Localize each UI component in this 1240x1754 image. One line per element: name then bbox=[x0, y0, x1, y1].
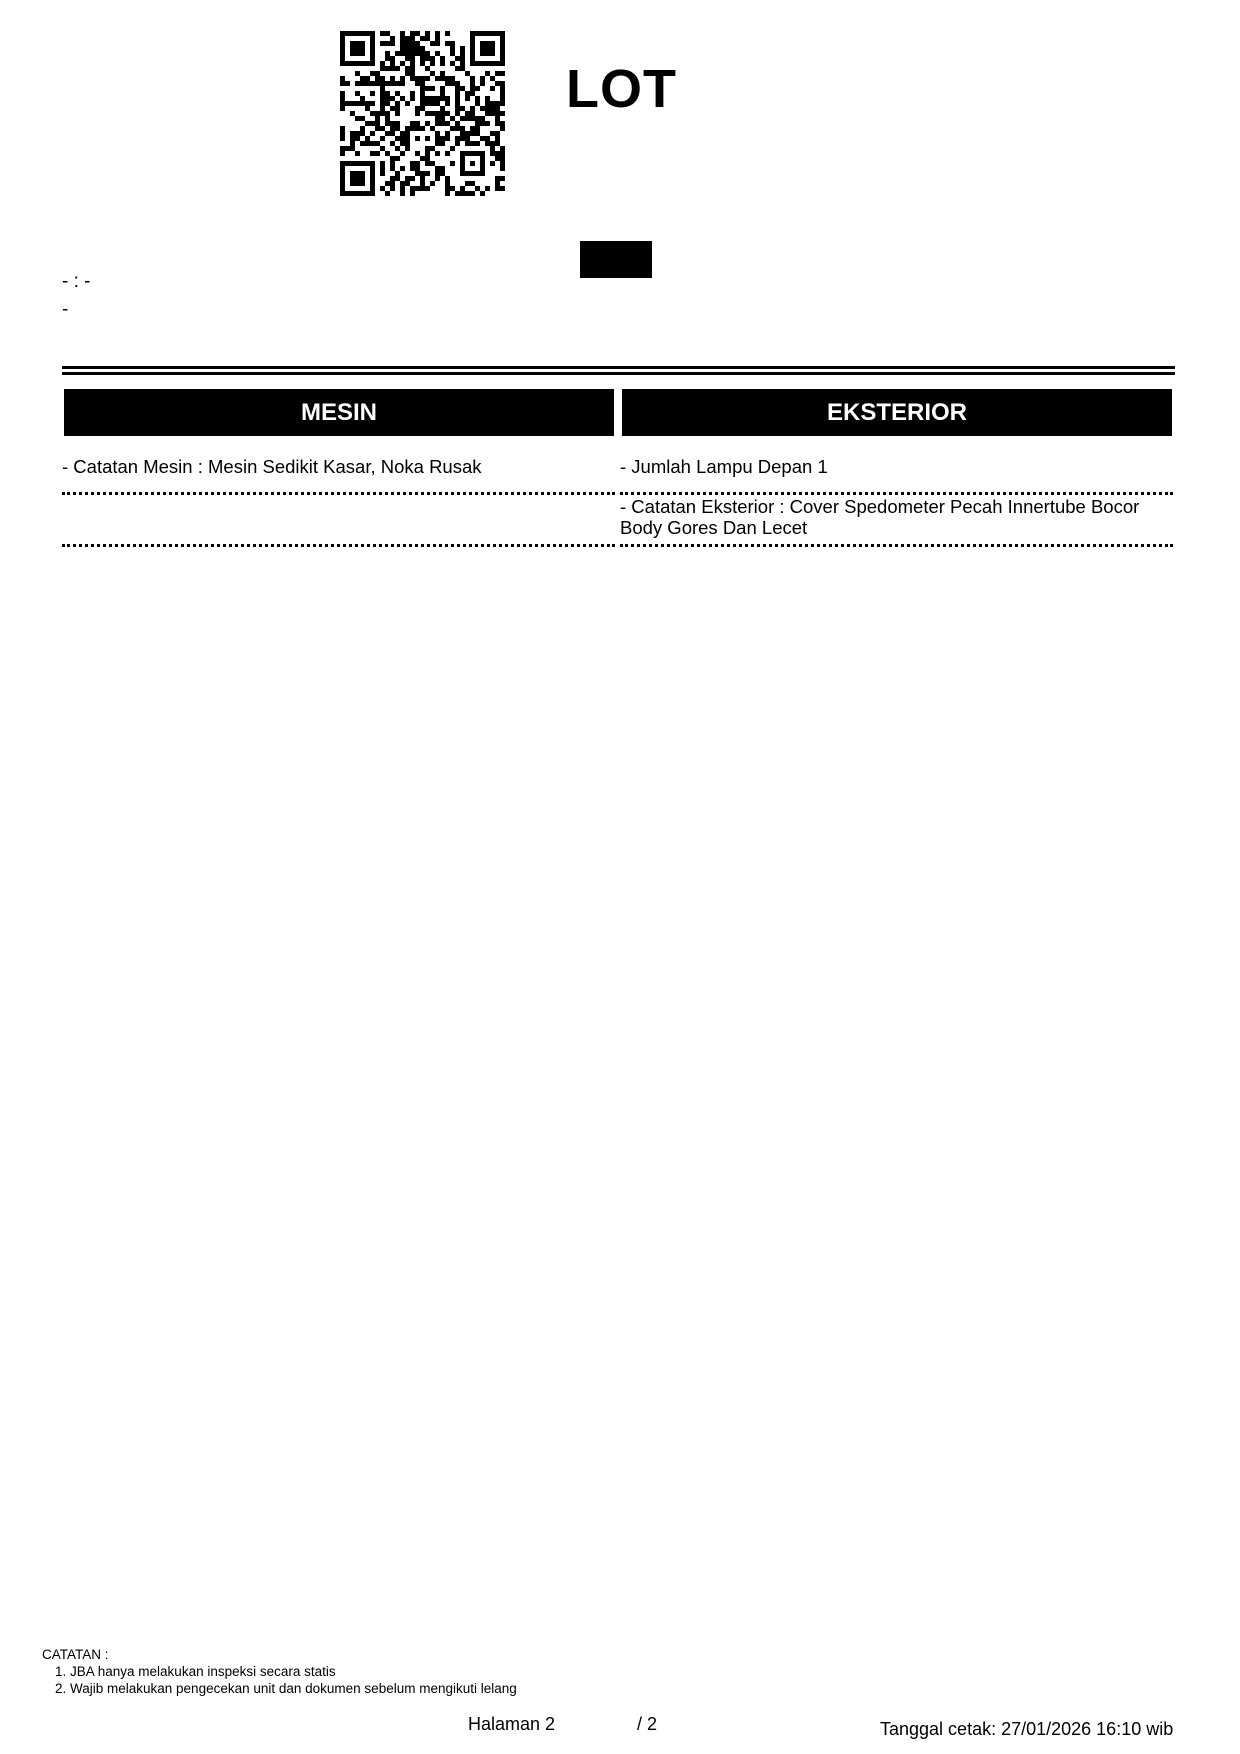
lot-title: LOT bbox=[566, 59, 677, 119]
eksterior-item-catatan: - Catatan Eksterior : Cover Spedometer Pecah Innertube Bocor Body Gores Dan Lecet bbox=[620, 496, 1140, 538]
eksterior-divider-1 bbox=[620, 492, 1173, 495]
eksterior-header: EKSTERIOR bbox=[622, 389, 1172, 436]
header-rule-top bbox=[62, 366, 1175, 369]
mesin-divider-1 bbox=[62, 492, 615, 495]
header-rule-bottom bbox=[62, 372, 1175, 375]
eksterior-item-lampu: - Jumlah Lampu Depan 1 bbox=[620, 456, 828, 477]
mesin-divider-2 bbox=[62, 544, 615, 547]
qr-code bbox=[340, 31, 505, 196]
meta-line-1: - : - bbox=[62, 271, 91, 292]
page-total: / 2 bbox=[637, 1714, 658, 1734]
notes-heading: CATATAN : bbox=[42, 1647, 109, 1662]
lot-number-redaction bbox=[580, 241, 652, 278]
meta-line-2: - bbox=[62, 299, 69, 320]
mesin-header: MESIN bbox=[64, 389, 614, 436]
eksterior-divider-2 bbox=[620, 544, 1173, 547]
notes-block bbox=[42, 1646, 517, 1697]
page-label: Halaman 2 bbox=[468, 1714, 556, 1734]
mesin-item-catatan: - Catatan Mesin : Mesin Sedikit Kasar, Noka Rusak bbox=[62, 456, 482, 477]
print-date: Tanggal cetak: 27/01/2026 16:10 wib bbox=[880, 1719, 1174, 1739]
note-item: 1. JBA hanya melakukan inspeksi secara statis bbox=[70, 1663, 517, 1680]
note-item: 2. Wajib melakukan pengecekan unit dan dokumen sebelum mengikuti lelang bbox=[70, 1680, 517, 1697]
